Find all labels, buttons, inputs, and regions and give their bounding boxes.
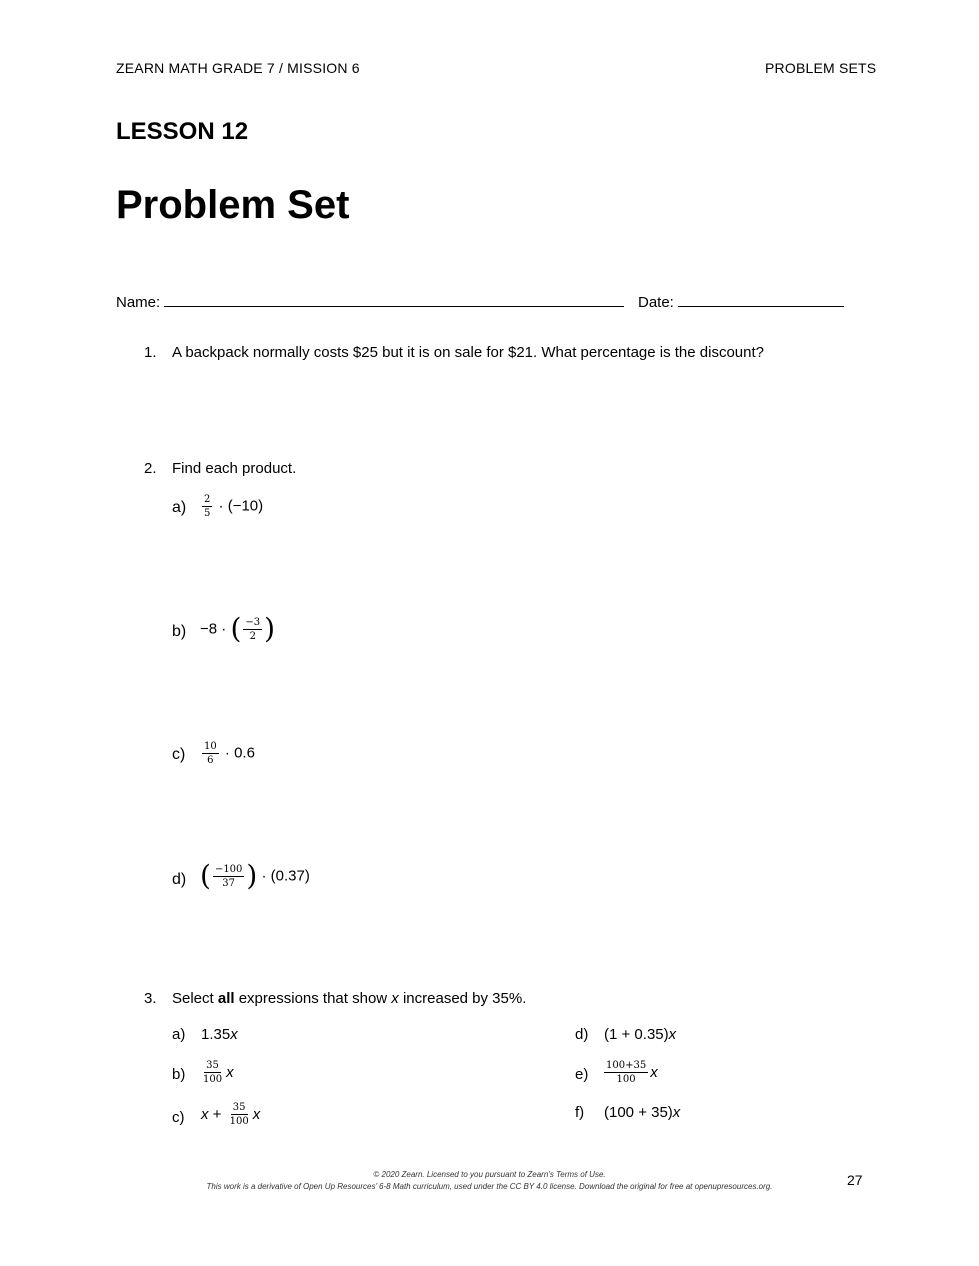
q3-option-e <box>602 1060 658 1085</box>
q3-option-e-label: e) <box>575 1066 589 1083</box>
option-fraction <box>604 1060 648 1085</box>
header-right: PROBLEM SETS <box>765 60 877 76</box>
header-left: ZEARN MATH GRADE 7 / MISSION 6 <box>116 60 360 76</box>
fraction-denominator: 100 <box>203 1074 223 1085</box>
q3-text-before: Select <box>172 990 218 1007</box>
q2b-fraction <box>243 617 262 642</box>
lesson-label: LESSON 12 <box>116 118 249 145</box>
q2c-label: c) <box>172 746 186 763</box>
q3-text-var: x <box>391 990 399 1007</box>
fraction-denominator: 100 <box>229 1116 249 1127</box>
q3-text-after: increased by 35%. <box>398 990 527 1007</box>
fraction-denominator: 37 <box>222 877 236 889</box>
option-lead-var: x <box>201 1106 209 1123</box>
left-paren-icon: ( <box>200 859 211 892</box>
fraction-numerator: 100+35 <box>606 1060 647 1071</box>
q2c-expression <box>200 741 255 766</box>
fraction-denominator: 100 <box>616 1074 636 1085</box>
q2a-rest: · (−10) <box>214 497 264 515</box>
fraction-numerator: 2 <box>204 494 211 505</box>
option-text: (100 + 35) <box>604 1104 673 1121</box>
q2a-fraction <box>202 494 212 519</box>
q3-option-a <box>201 1026 238 1043</box>
fraction-numerator: −100 <box>214 863 243 875</box>
name-line[interactable] <box>164 292 624 307</box>
q1-text: A backpack normally costs $25 but it is on sale for $21. What percentage is the discount? <box>172 344 764 361</box>
q2-number: 2. <box>144 460 157 477</box>
option-plus: + <box>208 1106 226 1123</box>
q3-option-c <box>201 1102 260 1127</box>
date-field[interactable] <box>638 292 844 311</box>
q3-option-f <box>604 1104 680 1121</box>
q2b-lead: −8 · <box>200 620 231 638</box>
fraction-numerator: 35 <box>232 1102 246 1113</box>
right-paren-icon: ) <box>264 612 276 645</box>
option-var: x <box>226 1064 234 1081</box>
option-var: x <box>230 1026 238 1043</box>
q2d-expression <box>200 859 310 892</box>
q3-option-b-label: b) <box>172 1066 186 1083</box>
q3-text-mid: expressions that show <box>234 990 392 1007</box>
option-var: x <box>672 1104 681 1121</box>
q2d-fraction <box>213 864 244 889</box>
q3-option-b <box>199 1060 234 1085</box>
q2b-label: b) <box>172 623 187 640</box>
q2-text: Find each product. <box>172 460 297 477</box>
footer-license: This work is a derivative of Open Up Resources’ 6-8 Math curriculum, used under the CC BY 4.0 license. Download the original for free at openupresources.org. <box>206 1182 773 1191</box>
name-field[interactable] <box>116 292 624 311</box>
q1-number: 1. <box>144 344 157 361</box>
option-var: x <box>650 1064 658 1081</box>
name-label: Name: <box>116 294 161 311</box>
q3-option-f-label: f) <box>575 1104 585 1121</box>
fraction-denominator: 5 <box>204 508 211 519</box>
q3-option-a-label: a) <box>172 1026 186 1043</box>
fraction-numerator: 10 <box>204 741 217 752</box>
q3-option-d <box>604 1026 676 1043</box>
fraction-numerator: −3 <box>245 616 261 628</box>
q3-option-d-label: d) <box>575 1026 589 1043</box>
q2d-rest: · (0.37) <box>257 867 310 885</box>
page-number: 27 <box>847 1172 863 1188</box>
fraction-numerator: 35 <box>206 1060 219 1071</box>
page-title: Problem Set <box>116 183 350 227</box>
option-var: x <box>668 1026 677 1043</box>
q2a-label: a) <box>172 499 187 516</box>
left-paren-icon: ( <box>230 612 242 645</box>
q2b-expression <box>200 612 276 645</box>
q3-option-c-label: c) <box>172 1109 185 1126</box>
q2c-rest: · 0.6 <box>220 744 255 762</box>
option-text: 1.35 <box>201 1026 231 1043</box>
option-text: (1 + 0.35) <box>604 1026 669 1043</box>
date-label: Date: <box>638 294 674 311</box>
date-line[interactable] <box>678 292 844 307</box>
fraction-denominator: 6 <box>207 755 214 766</box>
option-fraction <box>228 1102 251 1127</box>
fraction-denominator: 2 <box>249 630 256 642</box>
q2c-fraction <box>202 741 219 766</box>
option-var: x <box>252 1106 261 1123</box>
q3-number: 3. <box>144 990 157 1007</box>
q3-text <box>172 990 526 1007</box>
q2a-expression <box>200 494 263 519</box>
right-paren-icon: ) <box>246 859 258 892</box>
footer-copyright: © 2020 Zearn. Licensed to you pursuant to Zearn’s Terms of Use. <box>373 1170 606 1179</box>
q2d-label: d) <box>172 871 187 888</box>
option-fraction <box>201 1060 224 1085</box>
q3-text-bold: all <box>217 990 235 1007</box>
